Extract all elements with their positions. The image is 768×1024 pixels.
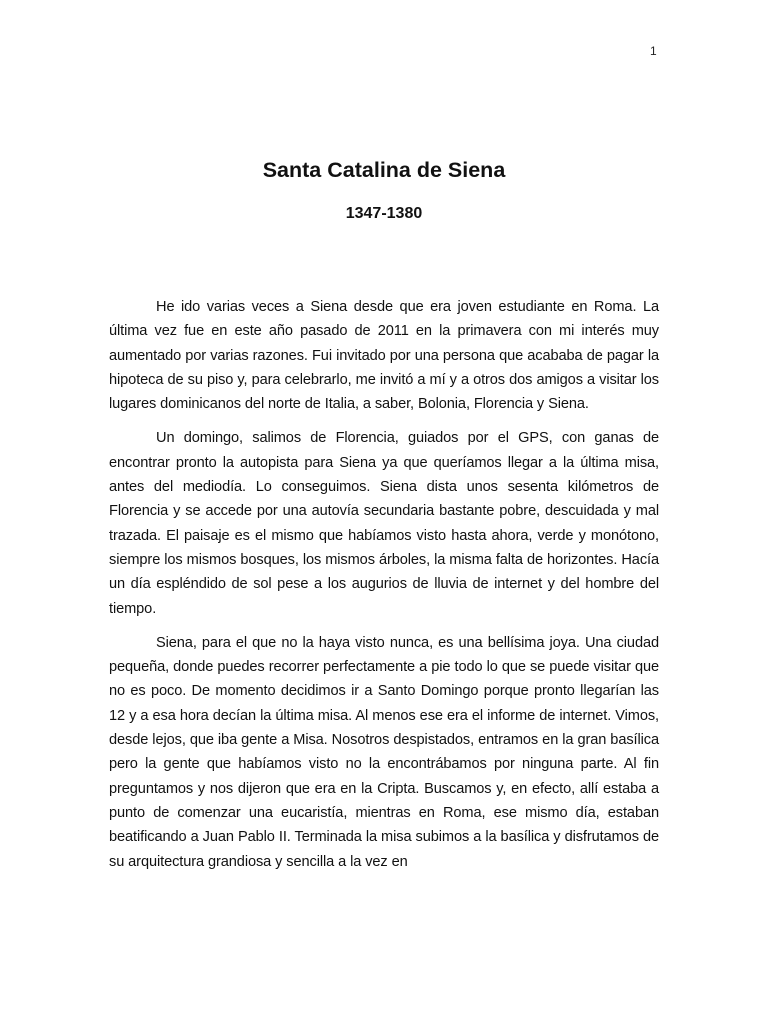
body-text (109, 295, 659, 884)
paragraph: Siena, para el que no la haya visto nunca, es una bellísima joya. Una ciudad pequeña, donde puedes recorrer perfectamente a pie todo lo que se puede visitar que no es poco. De momento decidimos ir a Santo Domingo porque pronto llegarían las 12 y a esa hora decían la última misa. Al menos ese era el informe de internet. Vimos, desde lejos, que iba gente a Misa. Nosotros despistados, entramos en la gran basílica pero la gente que habíamos visto no la encontrábamos por ninguna parte. Al fin preguntamos y nos dijeron que era en la Cripta. Buscamos y, en efecto, allí estaba a punto de comenzar una eucaristía, mientras en Roma, ese mismo día, estaban beatificando a Juan Pablo II. Terminada la misa subimos a la basílica y disfrutamos de su arquitectura grandiosa y sencilla a la vez en (109, 634, 659, 870)
document-title: Santa Catalina de Siena (262, 158, 506, 182)
paragraph: He ido varias veces a Siena desde que era joven estudiante en Roma. La última vez fue en este año pasado de 2011 en la primavera con mi interés muy aumentado por varias razones. Fui invitado por una persona que acababa de pagar la hipoteca de su piso y, para celebrarlo, me invitó a mí y a otros dos amigos a visitar los lugares dominicanos del norte de Italia, a saber, Bolonia, Florencia y Siena. (109, 299, 659, 413)
document-subtitle: 1347-1380 (345, 205, 423, 222)
paragraph: Un domingo, salimos de Florencia, guiados por el GPS, con ganas de encontrar pronto la autopista para Siena ya que queríamos llegar a la última misa, antes del mediodía. Lo conseguimos. Siena dista unos sesenta kilómetros de Florencia y se accede por una autovía secundaria bastante pobre, descuidada y mal trazada. El paisaje es el mismo que habíamos visto hasta ahora, verde y monótono, siempre los mismos bosques, los mismos árboles, la misma falta de horizontes. Hacía un día espléndido de sol pese a los augurios de lluvia de internet y del hombre del tiempo. (109, 430, 659, 617)
page-number: 1 (650, 44, 657, 58)
